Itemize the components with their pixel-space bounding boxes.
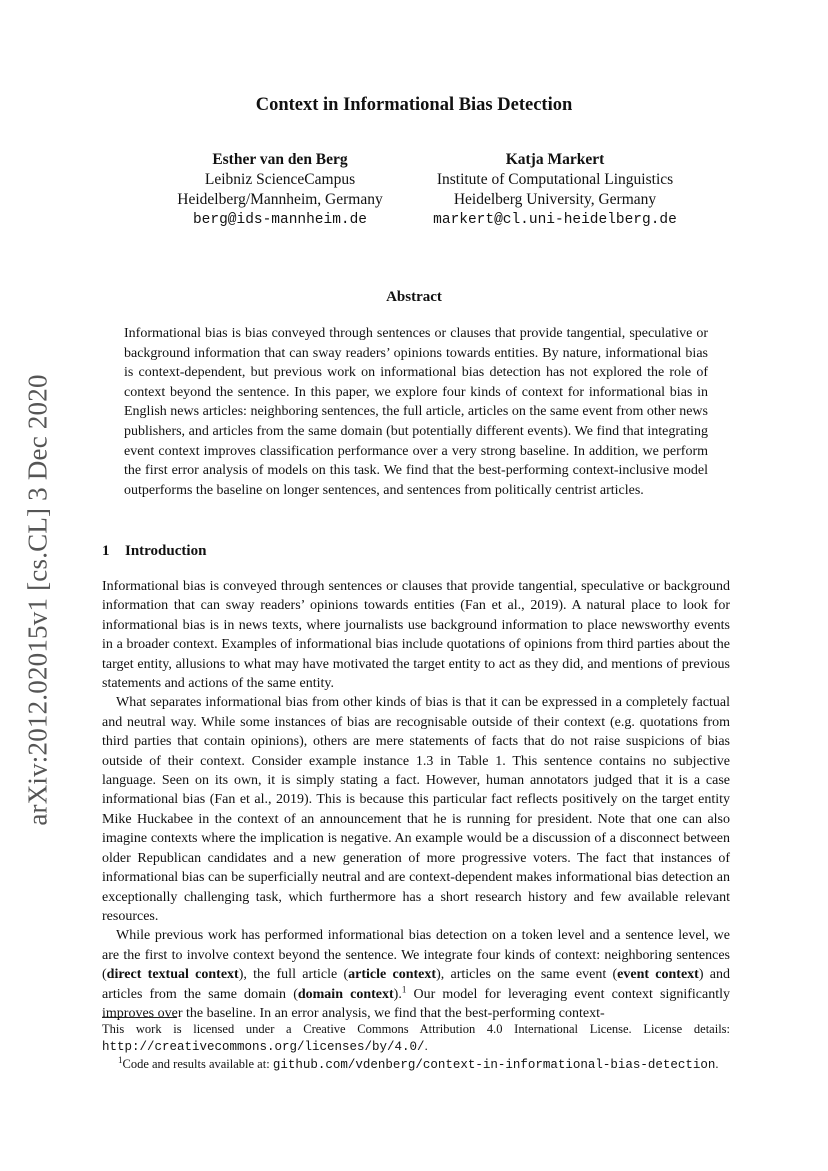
author-affiliation: Leibniz ScienceCampus <box>204 171 356 188</box>
footnote-end: . <box>715 1056 719 1071</box>
author-email: berg@ids-mannheim.de <box>192 212 368 228</box>
footnote-number: 1 <box>118 1054 123 1065</box>
paragraph-text: While previous work has performed informational bias detection on a token level and a sentence level, we are the first to involve context beyond the sentence. We integrate four kinds of context: neighboring sentences ( <box>102 928 730 983</box>
paragraph-text: Our model for leveraging event context significantly improves over the baseline. In an error analysis, we find that the best-performing context- <box>102 986 730 1021</box>
abstract-heading: Abstract <box>386 289 442 305</box>
body-paragraph-2: What separates informational bias from other kinds of bias is that it can be expressed in a completely factual and neutral way. While some instances of bias are recognisable outside of their context (e.g. quotations from third parties that contain opinions), others are mere statements of facts that do not raise suspicions of bias outside of their context. Consider example instance 1.3 in Table 1. This sentence contains no subjective language. Seen on its own, it is simply stating a fact. However, human annotators judged that it is a case informational bias (Fan et al., 2019). This is because this particular fact reflects positively on the target entity Mike Huckabee in the context of an announcement that he is running for president. Note that one can also imagine contexts where the implication is negative. An example would be a discussion of a disconnect between older Republican candidates and a new generation of more progressive voters. The fact that instances of informational bias can be superficially neutral and are context-dependent makes informational bias detection an exceptionally challenging task, which furthermore has a short research history and few available relevant resources. <box>102 695 730 924</box>
code-repository-link[interactable]: github.com/vdenberg/context-in-informational-bias-detection <box>272 1057 716 1072</box>
footnote-text: Code and results available at: <box>122 1056 273 1071</box>
introduction-body <box>102 577 730 1023</box>
footnote-divider <box>102 1017 177 1018</box>
arxiv-sidebar-stamp <box>0 0 80 1171</box>
abstract-body <box>124 324 708 500</box>
section-number: 1 <box>102 543 110 559</box>
paper-title: Context in Informational Bias Detection <box>255 95 573 115</box>
body-paragraph-3 <box>102 926 730 1023</box>
term-domain-context: domain context <box>297 986 394 1002</box>
body-paragraph-1: Informational bias is conveyed through sentences or clauses that provide tangential, speculative or background information that can sway readers’ opinions towards entities (Fan et al., 2019). A natural place to look for informational bias is in news texts, where journalists use background information to place newsworthy events in a broader context. Examples of informational bias include quotations of opinions from third parties about the target entity, allusions to what may have motivated the target entity to act as they did, and mentions of previous statements and actions of the same entity. <box>102 579 730 692</box>
abstract-paragraph: Informational bias is bias conveyed through sentences or clauses that provide tangential, speculative or background information that can sway readers’ opinions towards entities. By nature, informational bias is context-dependent, but previous work on informational bias detection has not explored the role of context beyond the sentence. In this paper, we explore four kinds of context for informational bias in English news articles: neighboring sentences, the full article, articles on the same event from other news publishers, and articles from the same domain (but potentially different events). We find that integrating event context improves classification performance over a very strong baseline. In addition, we perform the first error analysis of models on this task. We find that the best-performing context-inclusive model outperforms the baseline on longer sentences, and sentences from politically centrist articles. <box>124 326 708 498</box>
section-title: Introduction <box>125 543 207 559</box>
section-heading-introduction <box>102 543 206 560</box>
license-url-link[interactable]: http://creativecommons.org/licenses/by/4.0/ <box>102 1039 425 1054</box>
arxiv-identifier: arXiv:2012.02015v1 [cs.CL] 3 Dec 2020 <box>22 374 53 826</box>
footnote-1 <box>102 1056 730 1074</box>
author-name: Esther van den Berg <box>212 151 348 168</box>
author-block-1 <box>160 150 400 230</box>
paragraph-text: ), the full article ( <box>238 967 349 983</box>
author-block-2 <box>405 150 705 230</box>
paragraph-text: ). <box>393 986 402 1002</box>
paragraph-text: ) and articles from the same domain ( <box>102 967 731 1002</box>
paragraph-text: ), articles on the same event ( <box>436 967 618 983</box>
footnotes <box>102 1021 730 1073</box>
author-affiliation-location: Heidelberg/Mannheim, Germany <box>177 191 383 208</box>
license-footnote <box>102 1021 730 1056</box>
term-event-context: event context <box>617 967 699 983</box>
author-email: markert@cl.uni-heidelberg.de <box>433 212 677 228</box>
license-end: . <box>424 1038 428 1053</box>
author-affiliation: Institute of Computational Linguistics <box>436 171 674 188</box>
footnote-marker: 1 <box>401 983 407 994</box>
license-text: This work is licensed under a Creative Commons Attribution 4.0 International License. License details: <box>102 1022 730 1036</box>
term-article-context: article context <box>348 967 437 983</box>
author-name: Katja Markert <box>505 151 605 168</box>
term-direct-textual-context: direct textual context <box>106 967 239 983</box>
author-affiliation-location: Heidelberg University, Germany <box>453 191 657 208</box>
